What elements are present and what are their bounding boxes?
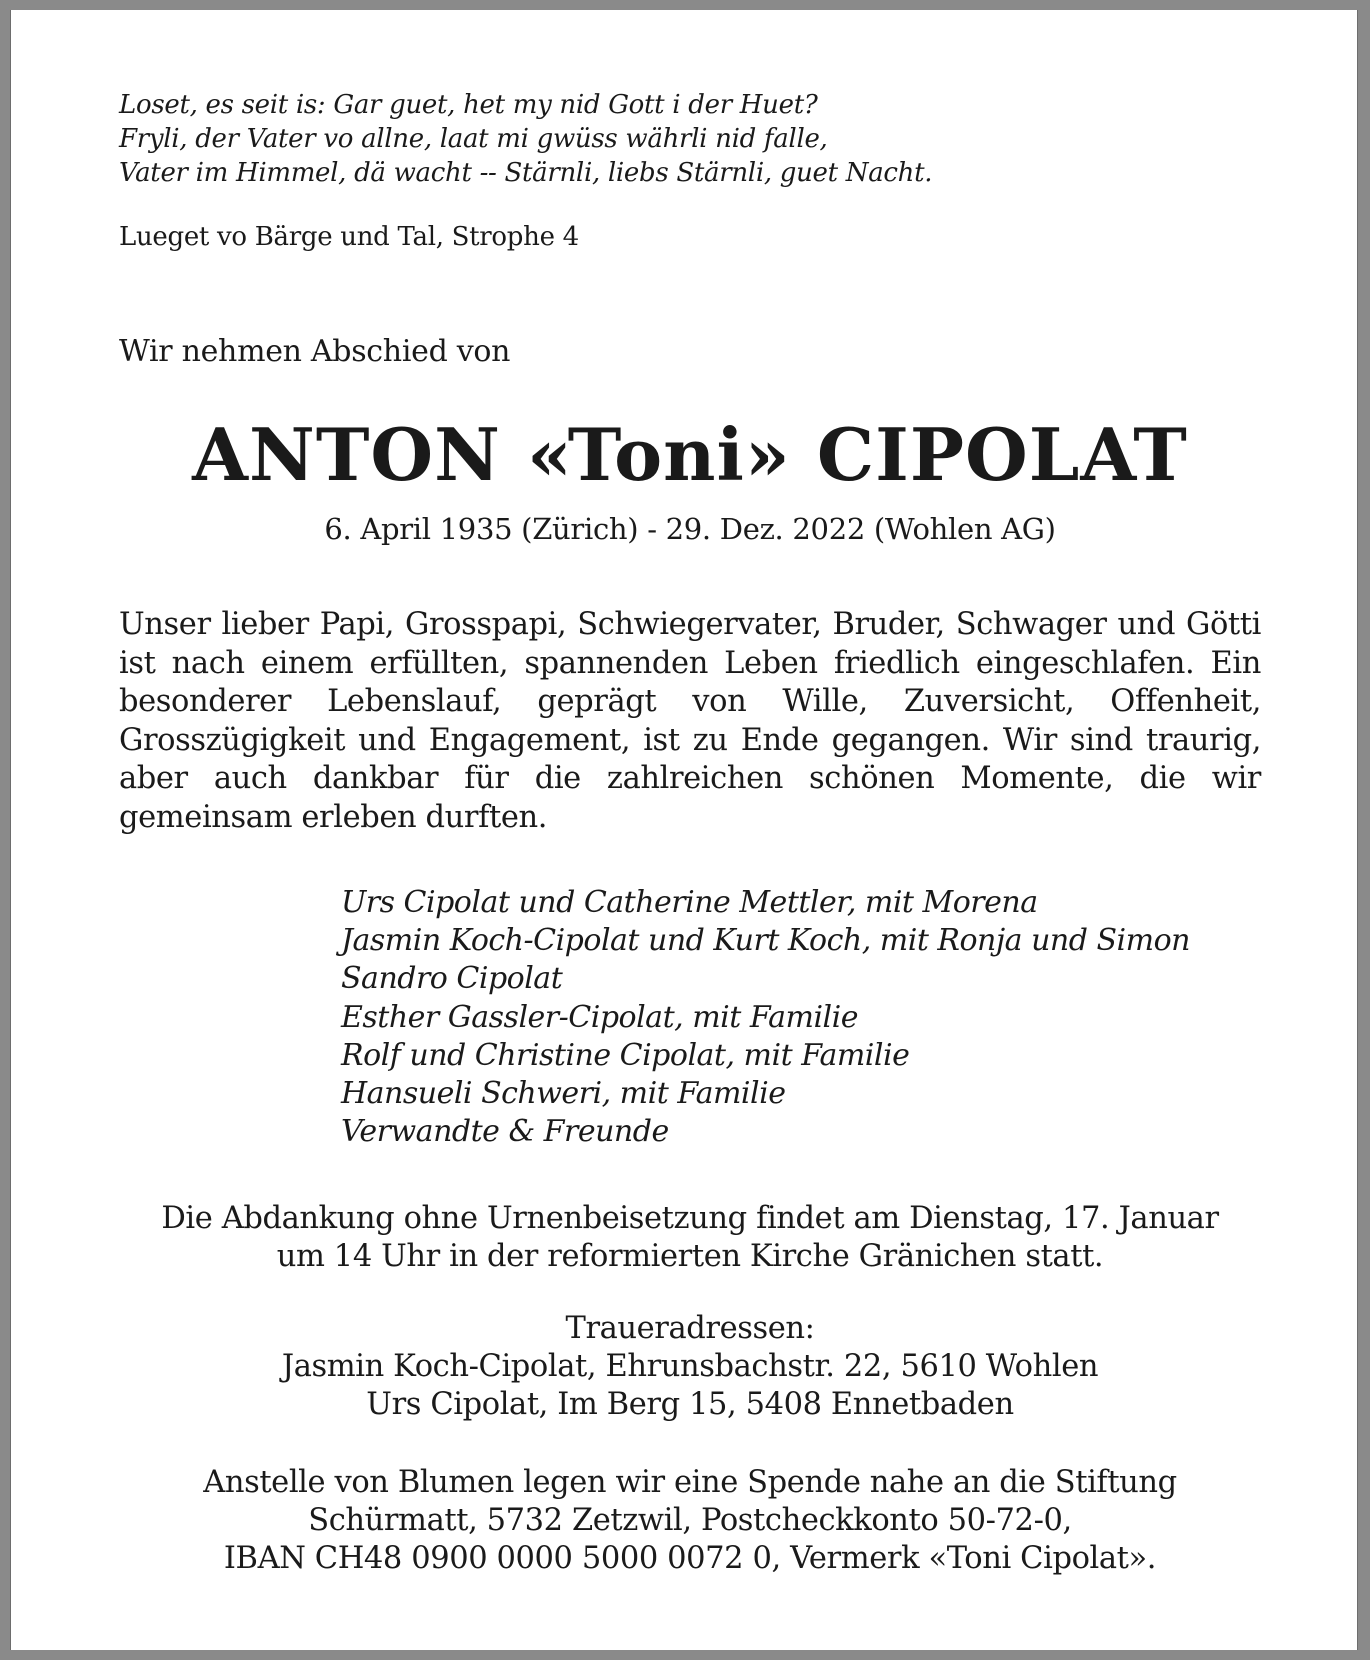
mourner-entry: Urs Cipolat und Catherine Mettler, mit Morena — [341, 885, 1038, 920]
poem-line: Fryli, der Vater vo allne, laat mi gwüss währli nid falle, — [119, 124, 828, 154]
poem-line: Vater im Himmel, dä wacht -- Stärnli, liebs Stärnli, guet Nacht. — [119, 158, 933, 188]
poem-verse — [119, 88, 932, 190]
address-line: Jasmin Koch-Cipolat, Ehrunsbachstr. 22, 5610 Wohlen — [281, 1349, 1099, 1384]
ceremony-line: Die Abdankung ohne Urnenbeisetzung findet am Dienstag, 17. Januar — [161, 1201, 1219, 1236]
ceremony-notice — [119, 1200, 1261, 1276]
donation-line: Anstelle von Blumen legen wir eine Spende nahe an die Stiftung — [203, 1465, 1177, 1500]
mourner-entry: Rolf und Christine Cipolat, mit Familie — [341, 1037, 910, 1073]
mourner-entry: Sandro Cipolat — [341, 961, 563, 997]
farewell-intro: Wir nehmen Abschied von — [119, 334, 511, 369]
mourner-entry: Esther Gassler-Cipolat, mit Familie — [341, 999, 858, 1035]
mourner-entry: Verwandte & Freunde — [341, 1114, 669, 1150]
address-line: Urs Cipolat, Im Berg 15, 5408 Ennetbaden — [366, 1387, 1014, 1422]
donation-line: IBAN CH48 0900 0000 5000 0072 0, Vermerk «Toni Cipolat». — [223, 1541, 1157, 1576]
life-dates: 6. April 1935 (Zürich) - 29. Dez. 2022 (Wohlen AG) — [324, 512, 1056, 546]
deceased-name: ANTON «Toni» CIPOLAT — [192, 412, 1188, 497]
poem-line: Loset, es seit is: Gar guet, het my nid Gott i der Huet? — [119, 90, 818, 120]
donation-notice — [119, 1464, 1261, 1578]
donation-line: Schürmatt, 5732 Zetzwil, Postcheckkonto 50-72-0, — [308, 1503, 1072, 1538]
obituary-page — [10, 10, 1358, 1650]
poem-source: Lueget vo Bärge und Tal, Strophe 4 — [119, 222, 579, 252]
mourner-entry: Hansueli Schweri, mit Familie — [341, 1076, 786, 1112]
ceremony-line: um 14 Uhr in der reformierten Kirche Gränichen statt. — [276, 1239, 1104, 1274]
addresses-heading: Traueradressen: — [565, 1311, 815, 1346]
mourners-list — [341, 884, 1190, 1151]
mourner-entry: Jasmin Koch-Cipolat und Kurt Koch, mit Ronja und Simon — [341, 923, 1190, 959]
mourning-addresses — [119, 1310, 1261, 1424]
obituary-message: Unser lieber Papi, Grosspapi, Schwiegervater, Bruder, Schwager und Götti ist nach einem erfüllten, spannenden Leben friedlich eingeschlafen. Ein besonderer Lebenslauf, geprägt von Wille, Zuversicht, Offenheit, Grosszügigkeit und Engagement, ist zu Ende gegangen. Wir sind traurig, aber auch dankbar für die zahlreichen schönen Momente, die wir gemeinsam erleben durften. — [119, 607, 1261, 835]
